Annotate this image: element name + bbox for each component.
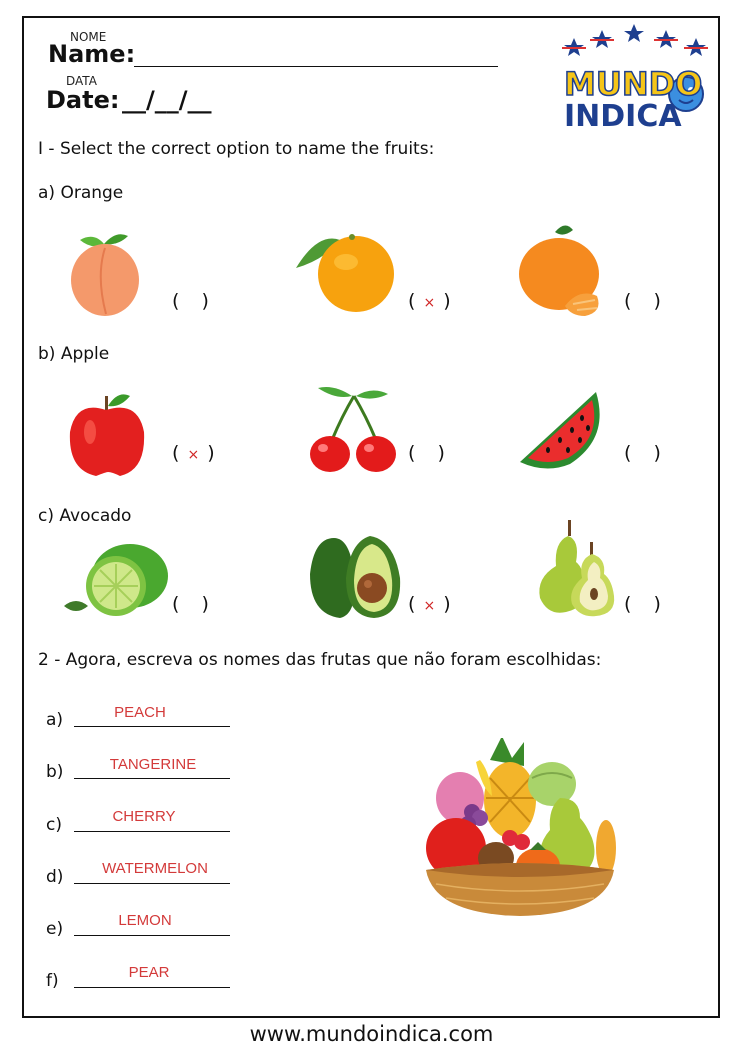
answer-a-label: a) — [46, 710, 64, 730]
pear-icon — [532, 520, 622, 620]
option-c2-checkbox[interactable]: ( × ) — [408, 593, 452, 615]
option-a2-checkbox[interactable]: ( × ) — [408, 290, 452, 312]
group-b-label: b) Apple — [38, 344, 110, 364]
footer-url[interactable]: www.mundoindica.com — [249, 1022, 494, 1046]
nome-label: NOME — [70, 30, 107, 44]
answer-b-text: TANGERINE — [109, 756, 197, 773]
answer-d-label: d) — [46, 867, 64, 887]
date-label: Date: — [46, 86, 120, 114]
answer-c-label: c) — [46, 815, 62, 835]
answer-e-text: LEMON — [118, 912, 172, 929]
lemon-icon — [62, 540, 172, 622]
option-c3-checkbox[interactable]: ( ) — [624, 593, 662, 615]
date-blanks[interactable]: __/__/__ — [122, 86, 212, 114]
option-b2-checkbox[interactable]: ( ) — [408, 442, 446, 464]
answer-d-text: WATERMELON — [102, 860, 208, 877]
question2-prompt: 2 - Agora, escreva os nomes das frutas que não foram escolhidas: — [38, 650, 602, 670]
data-label: DATA — [66, 74, 97, 88]
answer-c-text: CHERRY — [112, 808, 176, 825]
answer-a-text: PEACH — [114, 704, 166, 721]
answer-f-label: f) — [46, 971, 59, 991]
answer-e-line[interactable] — [74, 935, 230, 936]
fruit-basket-icon — [420, 738, 620, 918]
mundo-indica-logo — [560, 24, 710, 136]
answer-d-line[interactable] — [74, 883, 230, 884]
question1-prompt: I - Select the correct option to name the fruits: — [38, 139, 435, 159]
orange-icon — [292, 224, 402, 319]
name-input-line[interactable] — [134, 66, 498, 67]
watermelon-icon — [518, 388, 606, 470]
option-a3-checkbox[interactable]: ( ) — [624, 290, 662, 312]
answer-f-line[interactable] — [74, 987, 230, 988]
option-b1-checkbox[interactable]: ( × ) — [172, 442, 216, 464]
answer-f-text: PEAR — [128, 964, 170, 981]
apple-icon — [66, 388, 151, 478]
cherry-icon — [306, 386, 406, 476]
answer-b-line[interactable] — [74, 778, 230, 779]
name-label: Name: — [48, 40, 136, 68]
answer-b-label: b) — [46, 762, 64, 782]
answer-a-line[interactable] — [74, 726, 230, 727]
option-c1-checkbox[interactable]: ( ) — [172, 593, 210, 615]
logo-indica-text: INDICA — [564, 99, 682, 134]
group-c-label: c) Avocado — [38, 506, 132, 526]
logo-mundo-text: MUNDO — [564, 65, 703, 103]
avocado-icon — [306, 534, 406, 620]
option-b3-checkbox[interactable]: ( ) — [624, 442, 662, 464]
tangerine-icon — [515, 218, 610, 318]
answer-e-label: e) — [46, 919, 64, 939]
answer-c-line[interactable] — [74, 831, 230, 832]
option-a1-checkbox[interactable]: ( ) — [172, 290, 210, 312]
peach-icon — [66, 226, 146, 321]
group-a-label: a) Orange — [38, 183, 124, 203]
